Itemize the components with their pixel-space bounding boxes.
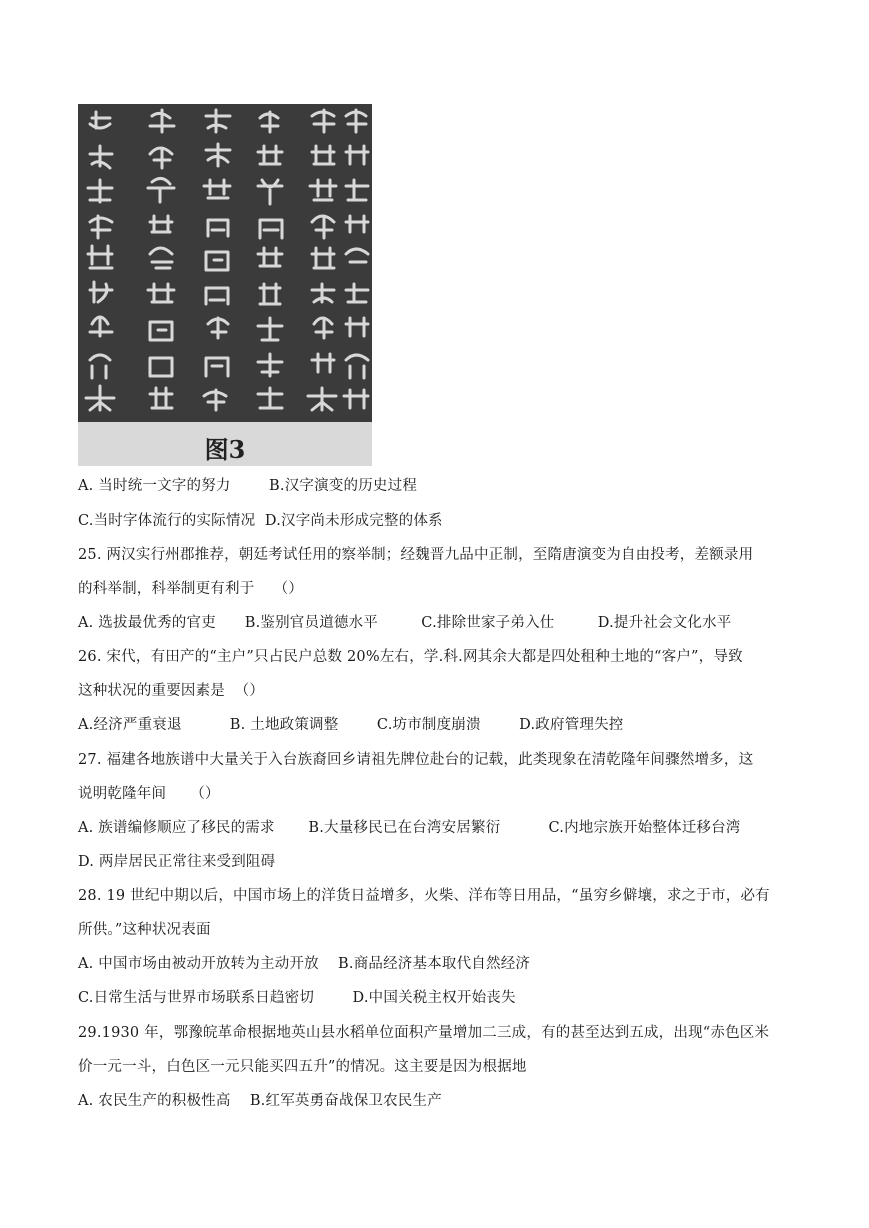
answer-options-24-line1: A. 当时统一文字的努力 B.汉字演变的历史过程 — [78, 478, 418, 494]
answer-options-27-line2: D. 两岸居民正常往来受到阻碍 — [78, 854, 276, 870]
answer-options-26: A.经济严重衰退 B. 土地政策调整 C.坊市制度崩溃 D.政府管理失控 — [78, 717, 624, 733]
question-26-stem-line1: 26. 宋代，有田产的“主户”只占民户总数 20%左右，学.科.网其余大都是四处租种土地的“客户”，导致 — [78, 649, 743, 665]
question-28-stem-line1: 28. 19 世纪中期以后，中国市场上的洋货日益增多，火柴、洋布等日用品，“虽穷乡僻壤，求之于市，必有 — [78, 888, 770, 904]
answer-options-24-line2: C.当时字体流行的实际情况 D.汉字尚未形成完整的体系 — [78, 513, 443, 529]
inscription-figure — [78, 104, 372, 466]
question-27-stem-line2: 说明乾隆年间 （） — [78, 786, 220, 802]
answer-options-28-line1: A. 中国市场由被动开放转为主动开放 B.商品经济基本取代自然经济 — [78, 956, 531, 972]
question-28-stem-line2: 所供。”这种状况表面 — [78, 922, 211, 938]
answer-options-25: A. 选拔最优秀的官吏 B.鉴别官员道德水平 C.排除世家子弟入仕 D.提升社会文化水平 — [78, 615, 732, 631]
figure-caption: 图3 — [204, 435, 246, 464]
seal-script-rubbing-image — [78, 104, 372, 422]
question-25-stem-line1: 25. 两汉实行州郡推荐，朝廷考试任用的察举制；经魏晋九品中正制，至隋唐演变为自由投考，差额录用 — [78, 547, 754, 563]
question-26-stem-line2: 这种状况的重要因素是 （） — [78, 683, 265, 699]
answer-options-28-line2: C.日常生活与世界市场联系日趋密切 D.中国关税主权开始丧失 — [78, 990, 516, 1006]
question-25-stem-line2: 的科举制，科举制更有利于 （） — [78, 581, 304, 597]
answer-options-27-line1: A. 族谱编修顺应了移民的需求 B.大量移民已在台湾安居繁衍 C.内地宗族开始整体迁移台湾 — [78, 820, 741, 836]
question-29-stem-line1: 29.1930 年，鄂豫皖革命根据地英山县水稻单位面积产量增加二三成，有的甚至达到五成，出现“赤色区米 — [78, 1025, 770, 1041]
question-29-stem-line2: 价一元一斗，白色区一元只能买四五升”的情况。这主要是因为根据地 — [78, 1059, 527, 1075]
question-27-stem-line1: 27. 福建各地族谱中大量关于入台族裔回乡请祖先牌位赴台的记载，此类现象在清乾隆年间骤然增多，这 — [78, 752, 754, 768]
answer-options-29-line1: A. 农民生产的积极性高 B.红军英勇奋战保卫农民生产 — [78, 1093, 442, 1109]
